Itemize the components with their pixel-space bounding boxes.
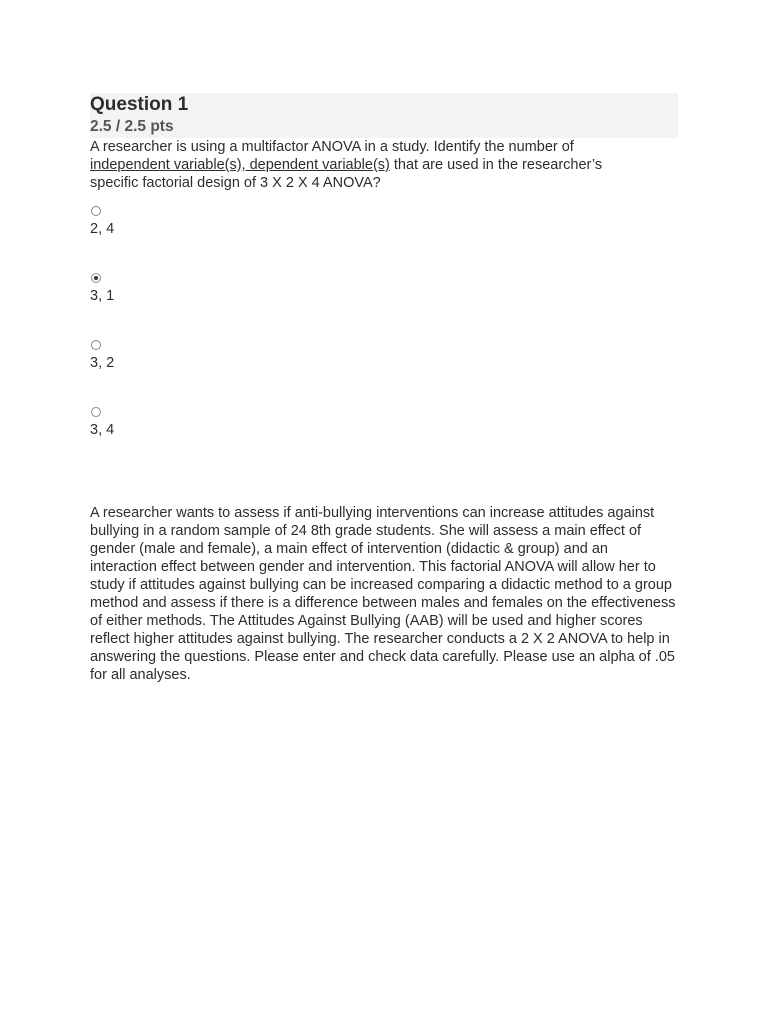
radio-button[interactable] bbox=[91, 407, 101, 417]
question-text-part2: that are used in the researcher’s specific factorial design of 3 X 2 X 4 ANOVA? bbox=[90, 157, 603, 191]
quiz-page bbox=[90, 93, 678, 684]
answer-label: 3, 2 bbox=[90, 355, 115, 371]
answer-option[interactable] bbox=[90, 407, 678, 474]
question-header bbox=[90, 93, 678, 138]
answer-option[interactable] bbox=[90, 206, 678, 273]
answer-option[interactable] bbox=[90, 273, 678, 340]
answer-label: 3, 1 bbox=[90, 288, 115, 304]
question-title: Question 1 bbox=[90, 94, 189, 115]
answer-option[interactable] bbox=[90, 340, 678, 407]
radio-button-selected[interactable] bbox=[91, 273, 101, 283]
radio-button[interactable] bbox=[91, 206, 101, 216]
question-text-underlined: independent variable(s), dependent variable(s) bbox=[90, 157, 390, 173]
question-text-part1: A researcher is using a multifactor ANOVA in a study. Identify the number of bbox=[90, 139, 574, 155]
question-text bbox=[90, 138, 650, 192]
answer-list bbox=[90, 206, 678, 474]
scenario-paragraph: A researcher wants to assess if anti-bullying interventions can increase attitudes against bullying in a random sample of 24 8th grade students. She will assess a main effect of gender (male and female), a main effect of intervention (didactic & group) and an interaction effect between gender and intervention. This factorial ANOVA will allow her to study if attitudes against bullying can be increased comparing a didactic method to a group method and assess if there is a difference between males and females on the effectiveness of either methods. The Attitudes Against Bullying (AAB) will be used and higher scores reflect higher attitudes against bullying. The researcher conducts a 2 X 2 ANOVA to help in answering the questions. Please enter and check data carefully. Please use an alpha of .05 for all analyses. bbox=[90, 505, 676, 683]
answer-label: 2, 4 bbox=[90, 221, 115, 237]
radio-button[interactable] bbox=[91, 340, 101, 350]
answer-label: 3, 4 bbox=[90, 422, 115, 438]
question-score: 2.5 / 2.5 pts bbox=[90, 118, 174, 135]
